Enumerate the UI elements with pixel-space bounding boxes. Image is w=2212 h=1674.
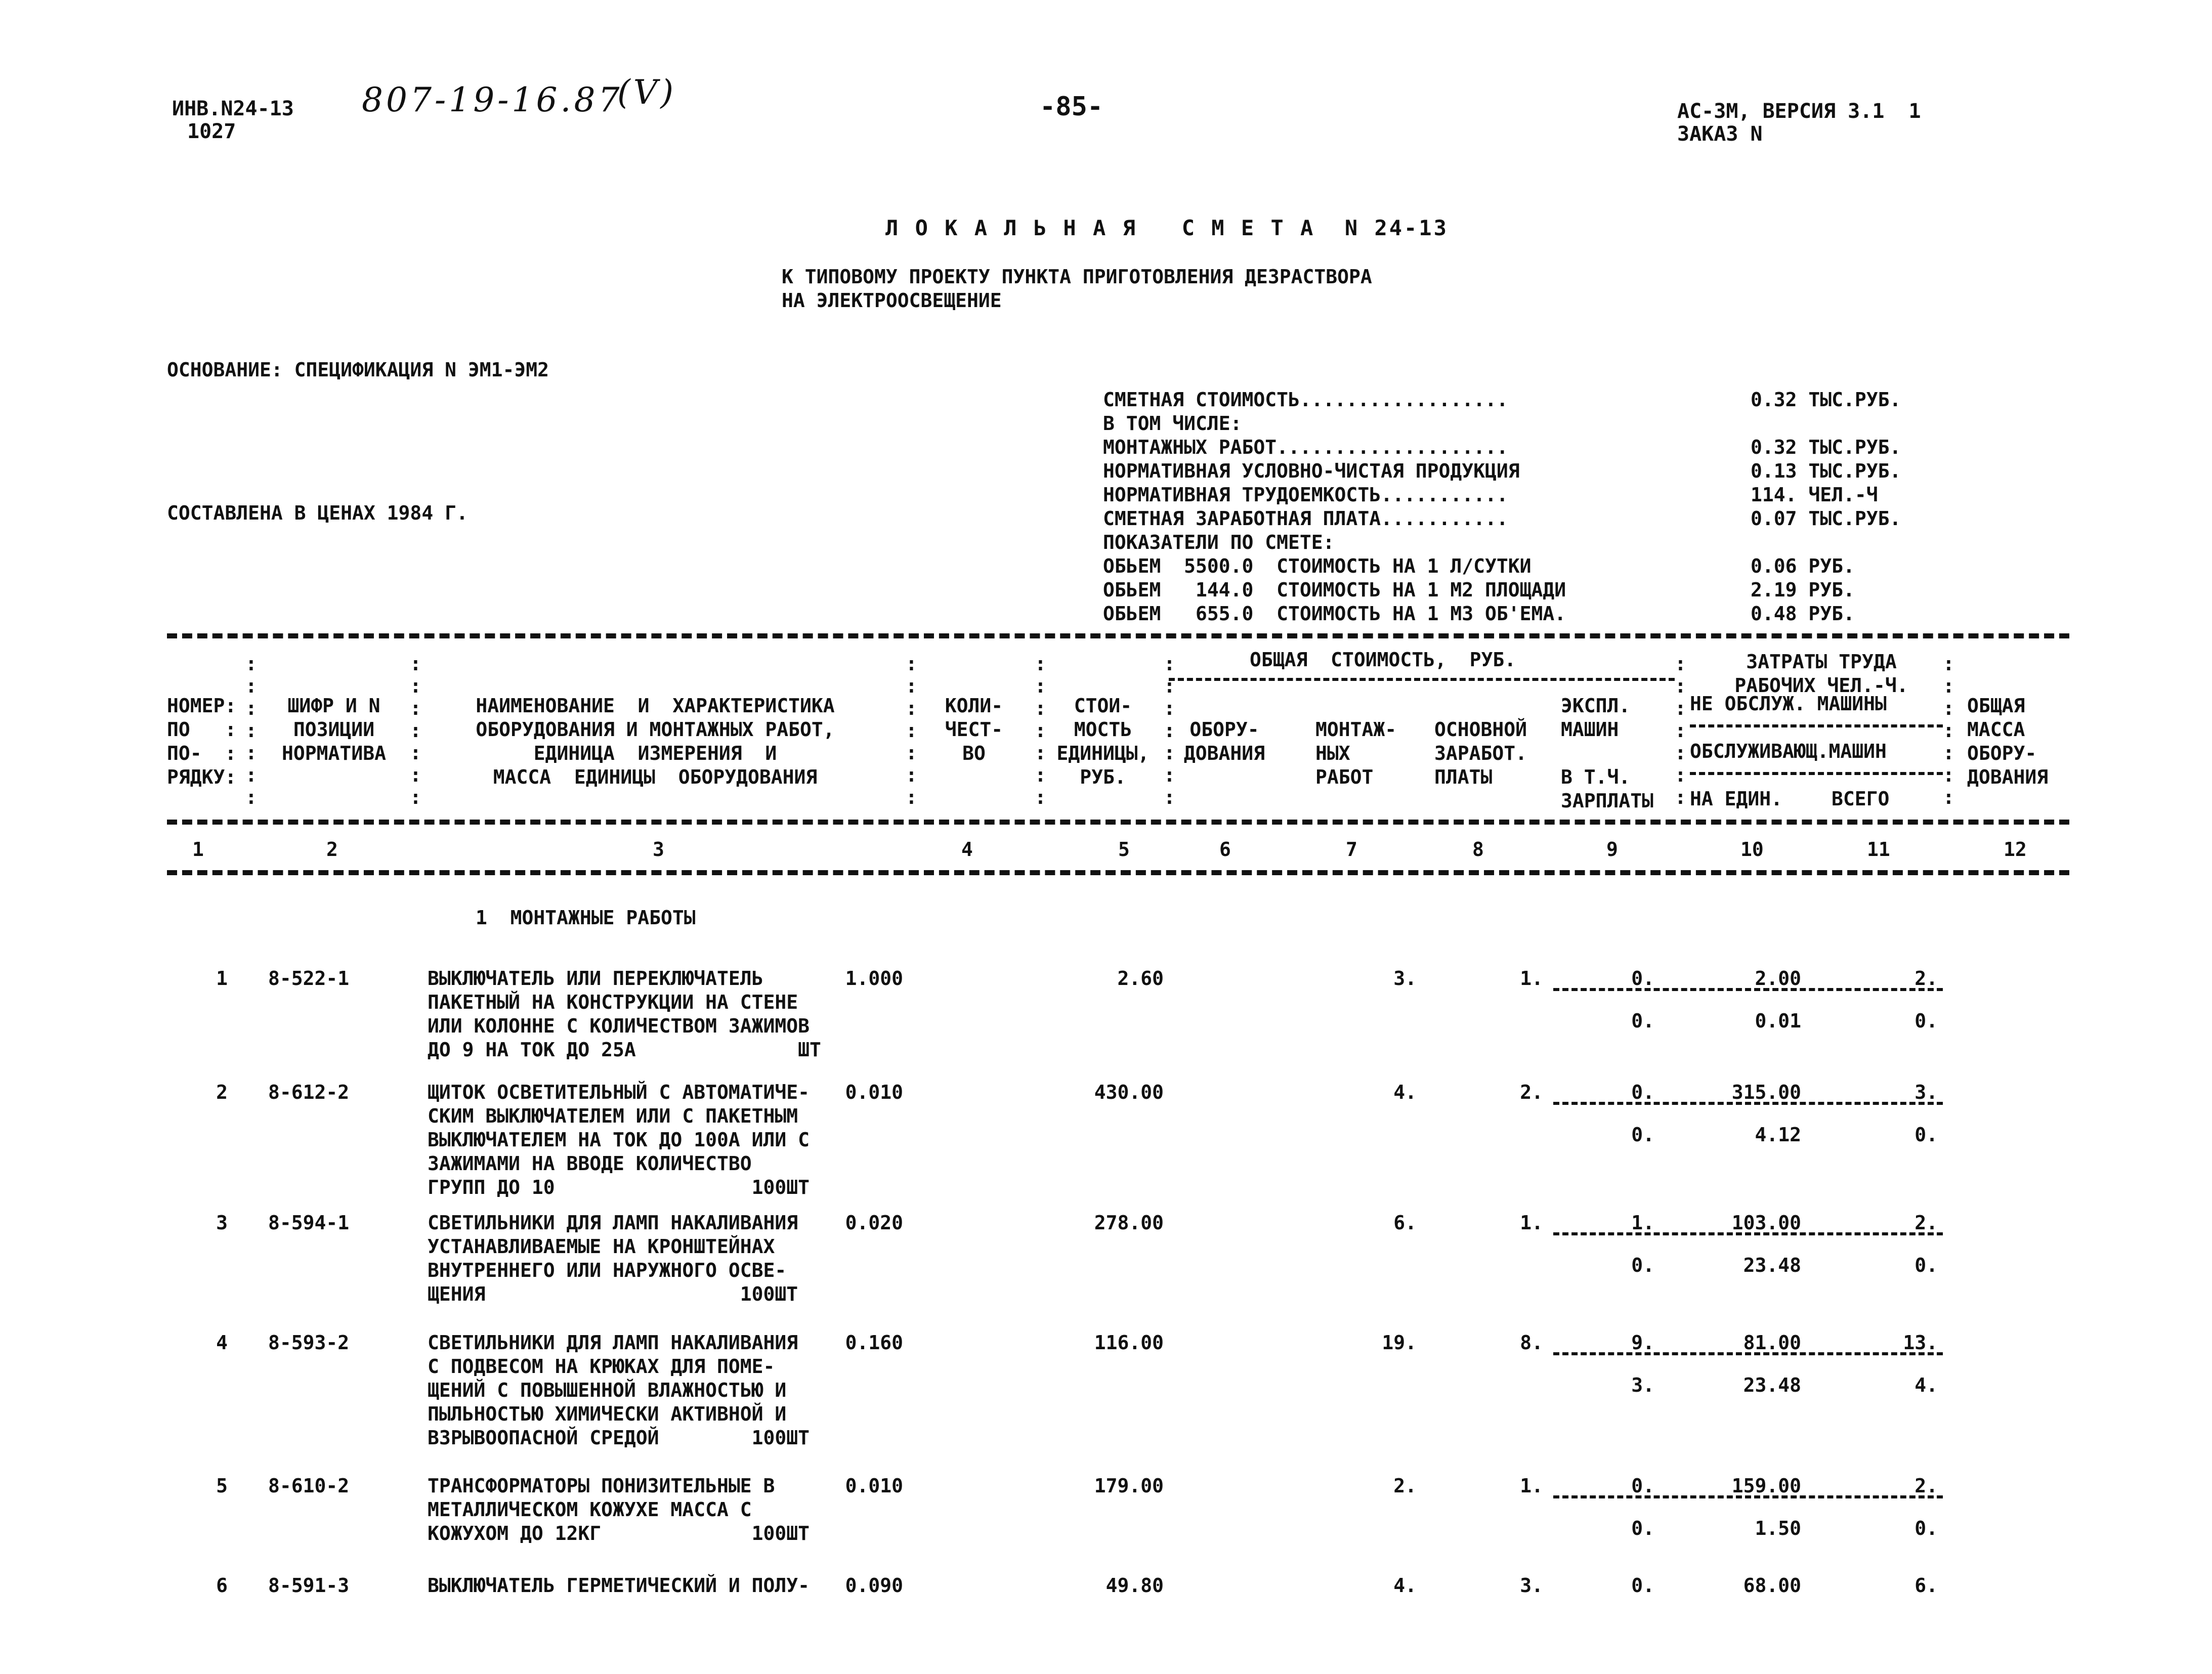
row-quantity: 1.000 [845, 967, 903, 990]
row-wages: 1. [1520, 1212, 1543, 1234]
row-description-line: ВНУТРЕННЕГО ИЛИ НАРУЖНОГО ОСВЕ- [428, 1259, 787, 1281]
row-wages: 1. [1520, 967, 1543, 990]
row-labor-total-serving: 0. [1915, 1517, 1938, 1539]
summary-value: 0.32 ТЫС.РУБ. [1751, 389, 1901, 411]
col-number: 7 [1346, 838, 1357, 861]
row-description-line: СВЕТИЛЬНИКИ ДЛЯ ЛАМП НАКАЛИВАНИЯ [428, 1212, 798, 1234]
col-number: 2 [326, 838, 338, 861]
row-number: 5 [216, 1475, 228, 1497]
summary-label: СМЕТНАЯ ЗАРАБОТНАЯ ПЛАТА........... [1103, 507, 1508, 530]
summary-value: 114. ЧЕЛ.-Ч [1751, 484, 1878, 506]
row-wages: 3. [1520, 1574, 1543, 1597]
col-number: 12 [2004, 838, 2027, 861]
row-description-line: ИЛИ КОЛОННЕ С КОЛИЧЕСТВОМ ЗАЖИМОВ [428, 1015, 810, 1037]
row-machines: 1. [1631, 1212, 1654, 1234]
col-header-total-group: ОБЩАЯ СТОИМОСТЬ, РУБ. [1250, 649, 1516, 671]
row-labor-unit-serving: 23.48 [1743, 1374, 1801, 1396]
prices-note: СОСТАВЛЕНА В ЦЕНАХ 1984 Г. [167, 502, 468, 524]
row-code: 8-593-2 [268, 1332, 350, 1354]
row-labor-total: 13. [1903, 1332, 1938, 1354]
col-header-mounting: МОНТАЖ- НЫХ РАБОТ [1315, 718, 1397, 788]
summary-value: 0.13 ТЫС.РУБ. [1751, 460, 1901, 482]
row-sub-divider [1553, 988, 1943, 991]
system-version: АС-3М, ВЕРСИЯ 3.1 1 [1677, 100, 1921, 123]
row-labor-total: 2. [1915, 967, 1938, 990]
row-code: 8-612-2 [268, 1081, 350, 1103]
row-description-line: МЕТАЛЛИЧЕСКОМ КОЖУХЕ МАССА С [428, 1498, 752, 1521]
row-labor-unit: 159.00 [1731, 1475, 1801, 1497]
col-separator: : : : : : : : [245, 653, 257, 808]
summary-row [1103, 603, 1963, 626]
row-description-line: СКИМ ВЫКЛЮЧАТЕЛЕМ ИЛИ С ПАКЕТНЫМ [428, 1105, 798, 1127]
row-number: 2 [216, 1081, 228, 1103]
row-sub-divider [1553, 1495, 1943, 1498]
labor-sub-divider [1690, 724, 1943, 727]
col-header-machines: ЭКСПЛ. МАШИН В Т.Ч. ЗАРПЛАТЫ [1561, 695, 1654, 812]
col-header-labor-per-unit: НА ЕДИН. [1690, 788, 1783, 810]
row-unit-cost: 2.60 [1117, 967, 1164, 990]
row-quantity: 0.010 [845, 1475, 903, 1497]
col-number: 6 [1219, 838, 1231, 861]
col-number: 8 [1472, 838, 1484, 861]
row-description-line: ГРУПП ДО 10 100ШТ [428, 1176, 810, 1198]
col-number: 3 [653, 838, 664, 861]
row-machines: 9. [1631, 1332, 1654, 1354]
row-labor-unit-serving: 4.12 [1755, 1124, 1801, 1146]
summary-value: 0.48 РУБ. [1751, 603, 1855, 625]
row-unit-cost: 116.00 [1094, 1332, 1164, 1354]
col-header-unit-cost: СТОИ- МОСТЬ ЕДИНИЦЫ, РУБ. [1056, 695, 1150, 788]
row-description-line: ВЫКЛЮЧАТЕЛЬ ГЕРМЕТИЧЕСКИЙ И ПОЛУ- [428, 1574, 810, 1597]
row-machines: 0. [1631, 1081, 1654, 1103]
summary-row [1103, 389, 1963, 412]
row-mounting: 3. [1393, 967, 1417, 990]
summary-label: ОБЬЕМ 655.0 СТОИМОСТЬ НА 1 М3 ОБ'ЕМА. [1103, 603, 1566, 625]
row-number: 1 [216, 967, 228, 990]
row-unit-cost: 49.80 [1105, 1574, 1164, 1597]
summary-label: МОНТАЖНЫХ РАБОТ.................... [1103, 436, 1508, 458]
row-machines-wages: 0. [1631, 1124, 1654, 1146]
row-labor-total: 2. [1915, 1212, 1938, 1234]
row-description-line: С ПОДВЕСОМ НА КРЮКАХ ДЛЯ ПОМЕ- [428, 1355, 775, 1378]
col-separator: : : : : : : : [410, 653, 421, 808]
row-machines: 0. [1631, 967, 1654, 990]
document-title: Л О К А Л Ь Н А Я С М Е Т А N 24-13 [885, 216, 1449, 240]
row-labor-unit-serving: 23.48 [1743, 1254, 1801, 1276]
summary-value: 0.32 ТЫС.РУБ. [1751, 436, 1901, 458]
row-description-line: ВЗРЫВООПАСНОЙ СРЕДОЙ 100ШТ [428, 1427, 810, 1449]
col-number: 1 [192, 838, 204, 861]
row-number: 6 [216, 1574, 228, 1597]
row-labor-unit: 103.00 [1731, 1212, 1801, 1234]
summary-value: 0.07 ТЫС.РУБ. [1751, 507, 1901, 530]
row-quantity: 0.010 [845, 1081, 903, 1103]
summary-label: ПОКАЗАТЕЛИ ПО СМЕТЕ: [1103, 531, 1335, 553]
document-subtitle-1: К ТИПОВОМУ ПРОЕКТУ ПУНКТА ПРИГОТОВЛЕНИЯ ДЕЗРАСТВОРА [782, 266, 1372, 288]
summary-label: ОБЬЕМ 5500.0 СТОИМОСТЬ НА 1 Л/СУТКИ [1103, 555, 1532, 577]
row-labor-total-serving: 4. [1915, 1374, 1938, 1396]
order-number: ЗАКАЗ N [1677, 122, 1763, 146]
summary-row [1103, 484, 1963, 507]
row-labor-unit: 315.00 [1731, 1081, 1801, 1103]
row-labor-unit: 68.00 [1743, 1574, 1801, 1597]
row-number: 4 [216, 1332, 228, 1354]
row-labor-unit: 2.00 [1755, 967, 1801, 990]
row-labor-total-serving: 0. [1915, 1010, 1938, 1032]
row-mounting: 4. [1393, 1081, 1417, 1103]
total-group-underline [1169, 678, 1675, 681]
row-mounting: 19. [1382, 1332, 1417, 1354]
row-sub-divider [1553, 1232, 1943, 1235]
col-separator: : : : : : : : [1943, 653, 1954, 808]
summary-row [1103, 460, 1963, 483]
col-number: 10 [1740, 838, 1764, 861]
row-labor-total-serving: 0. [1915, 1124, 1938, 1146]
row-sub-divider [1553, 1102, 1943, 1105]
row-description-line: ЩЕНИЙ С ПОВЫШЕННОЙ ВЛАЖНОСТЬЮ И [428, 1379, 787, 1401]
row-wages: 8. [1520, 1332, 1543, 1354]
row-labor-unit: 81.00 [1743, 1332, 1801, 1354]
basis-line: ОСНОВАНИЕ: СПЕЦИФИКАЦИЯ N ЭМ1-ЭМ2 [167, 359, 549, 381]
col-header-equipment-mass: ОБЩАЯ МАССА ОБОРУ- ДОВАНИЯ [1967, 695, 2049, 788]
row-code: 8-610-2 [268, 1475, 350, 1497]
col-separator: : : : : : : : [1675, 653, 1686, 808]
inventory-subnumber: 1027 [187, 120, 236, 143]
row-description-line: ПЫЛЬНОСТЬЮ ХИМИЧЕСКИ АКТИВНОЙ И [428, 1403, 787, 1425]
row-labor-total: 6. [1915, 1574, 1938, 1597]
summary-row [1103, 436, 1963, 459]
row-machines-wages: 0. [1631, 1517, 1654, 1539]
summary-row [1103, 579, 1963, 602]
col-header-equipment: ОБОРУ- ДОВАНИЯ [1183, 718, 1265, 764]
summary-label: В ТОМ ЧИСЛЕ: [1103, 412, 1242, 435]
row-labor-total: 3. [1915, 1081, 1938, 1103]
col-header-labor-not-serving: НЕ ОБСЛУЖ. МАШИНЫ [1690, 693, 1887, 715]
row-description-line: ЩЕНИЯ 100ШТ [428, 1283, 798, 1305]
col-number: 9 [1606, 838, 1618, 861]
summary-value: 2.19 РУБ. [1751, 579, 1855, 601]
row-description-line: СВЕТИЛЬНИКИ ДЛЯ ЛАМП НАКАЛИВАНИЯ [428, 1332, 798, 1354]
row-unit-cost: 278.00 [1094, 1212, 1164, 1234]
handwritten-roman-mark: (V) [617, 73, 677, 112]
row-description-line: УСТАНАВЛИВАЕМЫЕ НА КРОНШТЕЙНАХ [428, 1235, 775, 1258]
row-wages: 1. [1520, 1475, 1543, 1497]
col-header-quantity: КОЛИ- ЧЕСТ- ВО [945, 695, 1003, 764]
summary-row [1103, 412, 1963, 436]
row-description-line: ПАКЕТНЫЙ НА КОНСТРУКЦИИ НА СТЕНЕ [428, 991, 798, 1013]
col-number: 11 [1867, 838, 1890, 861]
row-description-line: ВЫКЛЮЧАТЕЛЬ ИЛИ ПЕРЕКЛЮЧАТЕЛЬ [428, 967, 763, 990]
row-description-line: КОЖУХОМ ДО 12КГ 100ШТ [428, 1522, 810, 1544]
col-number: 4 [961, 838, 973, 861]
row-machines-wages: 0. [1631, 1010, 1654, 1032]
col-number: 5 [1118, 838, 1130, 861]
row-mounting: 6. [1393, 1212, 1417, 1234]
col-header-labor-serving: ОБСЛУЖИВАЮЩ.МАШИН [1690, 740, 1887, 762]
header-bottom-rule [167, 870, 2069, 875]
summary-row [1103, 555, 1963, 578]
summary-label: ОБЬЕМ 144.0 СТОИМОСТЬ НА 1 М2 ПЛОЩАДИ [1103, 579, 1566, 601]
row-labor-total: 2. [1915, 1475, 1938, 1497]
handwritten-project-code: 807-19-16.87 [362, 80, 623, 119]
row-machines-wages: 3. [1631, 1374, 1654, 1396]
summary-label: НОРМАТИВНАЯ УСЛОВНО-ЧИСТАЯ ПРОДУКЦИЯ [1103, 460, 1520, 482]
summary-label: НОРМАТИВНАЯ ТРУДОЕМКОСТЬ........... [1103, 484, 1508, 506]
row-mounting: 4. [1393, 1574, 1417, 1597]
col-header-row-number: НОМЕР: ПО : ПО- : РЯДКУ: [167, 695, 237, 788]
header-top-rule [167, 633, 2069, 638]
row-description-line: ТРАНСФОРМАТОРЫ ПОНИЗИТЕЛЬНЫЕ В [428, 1475, 775, 1497]
row-machines-wages: 0. [1631, 1254, 1654, 1276]
row-wages: 2. [1520, 1081, 1543, 1103]
row-number: 3 [216, 1212, 228, 1234]
col-header-labor-total: ВСЕГО [1832, 788, 1890, 810]
row-description-line: ДО 9 НА ТОК ДО 25А ШТ [428, 1039, 821, 1061]
col-header-description: НАИМЕНОВАНИЕ И ХАРАКТЕРИСТИКА ОБОРУДОВАНИЯ И МОНТАЖНЫХ РАБОТ, ЕДИНИЦА ИЗМЕРЕНИЯ И МАССА ЕДИНИЦЫ ОБОРУДОВАНИЯ [476, 695, 835, 788]
row-quantity: 0.160 [845, 1332, 903, 1354]
header-mid-rule [167, 820, 2069, 825]
summary-label: СМЕТНАЯ СТОИМОСТЬ.................. [1103, 389, 1508, 411]
col-header-labor-group: ЗАТРАТЫ ТРУДА РАБОЧИХ ЧЕЛ.-Ч. [1734, 651, 1908, 697]
col-header-wages: ОСНОВНОЙ ЗАРАБОТ. ПЛАТЫ [1434, 718, 1527, 788]
row-labor-total-serving: 0. [1915, 1254, 1938, 1276]
row-unit-cost: 430.00 [1094, 1081, 1164, 1103]
col-separator: : : : : : : : [1035, 653, 1046, 808]
col-separator: : : : : : : : [906, 653, 917, 808]
row-labor-unit-serving: 0.01 [1755, 1010, 1801, 1032]
row-code: 8-591-3 [268, 1574, 350, 1597]
col-separator: : : : : : : : [1164, 653, 1175, 808]
section-title: 1 МОНТАЖНЫЕ РАБОТЫ [476, 907, 696, 929]
summary-value: 0.06 РУБ. [1751, 555, 1855, 577]
row-machines: 0. [1631, 1574, 1654, 1597]
row-sub-divider [1553, 1352, 1943, 1355]
labor-sub-divider [1690, 772, 1943, 775]
row-quantity: 0.090 [845, 1574, 903, 1597]
page-number: -85- [1040, 92, 1103, 122]
document-subtitle-2: НА ЭЛЕКТРООСВЕЩЕНИЕ [782, 289, 1002, 312]
row-description-line: ВЫКЛЮЧАТЕЛЕМ НА ТОК ДО 100А ИЛИ С [428, 1129, 810, 1151]
row-code: 8-522-1 [268, 967, 350, 990]
summary-row [1103, 507, 1963, 531]
row-mounting: 2. [1393, 1475, 1417, 1497]
row-description-line: ЩИТОК ОСВЕТИТЕЛЬНЫЙ С АВТОМАТИЧЕ- [428, 1081, 810, 1103]
row-unit-cost: 179.00 [1094, 1475, 1164, 1497]
col-header-code: ШИФР И N ПОЗИЦИИ НОРМАТИВА [282, 695, 386, 764]
row-quantity: 0.020 [845, 1212, 903, 1234]
summary-row [1103, 531, 1963, 554]
row-description-line: ЗАЖИМАМИ НА ВВОДЕ КОЛИЧЕСТВО [428, 1152, 752, 1175]
row-machines: 0. [1631, 1475, 1654, 1497]
row-code: 8-594-1 [268, 1212, 350, 1234]
inventory-number: ИНВ.N24-13 [172, 97, 294, 120]
row-labor-unit-serving: 1.50 [1755, 1517, 1801, 1539]
